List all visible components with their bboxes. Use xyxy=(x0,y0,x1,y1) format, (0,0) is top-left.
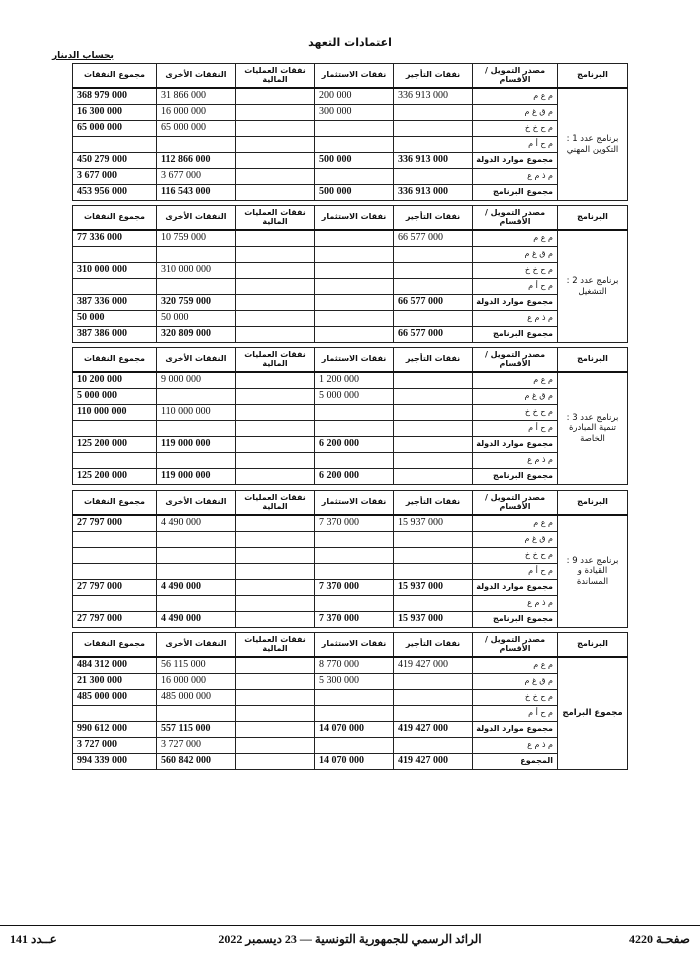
row-total-cell: 387 386 000 xyxy=(73,327,157,343)
funding-source: م ذ م ع xyxy=(473,311,558,327)
amount-cell xyxy=(394,372,473,389)
column-header: نفقات العمليات المالية xyxy=(236,491,315,516)
amount-cell xyxy=(157,532,236,548)
row-total-cell: 10 200 000 xyxy=(73,372,157,389)
column-header: النفقات الأخرى xyxy=(157,64,236,89)
program-table xyxy=(72,347,628,485)
column-header: نفقات الاستثمار xyxy=(315,206,394,231)
amount-cell xyxy=(394,532,473,548)
column-header: النفقات الأخرى xyxy=(157,348,236,373)
amount-cell: 66 577 000 xyxy=(394,327,473,343)
column-header: نفقات التأجير xyxy=(394,491,473,516)
funding-source: مجموع موارد الدولة xyxy=(473,437,558,453)
row-total-cell xyxy=(73,532,157,548)
column-header: نفقات العمليات المالية xyxy=(236,633,315,658)
funding-source: م ق غ م xyxy=(473,247,558,263)
amount-cell xyxy=(315,532,394,548)
amount-cell xyxy=(315,690,394,706)
table-row xyxy=(73,405,628,421)
amount-cell xyxy=(394,453,473,469)
row-total-cell xyxy=(73,548,157,564)
amount-cell: 14 070 000 xyxy=(315,754,394,770)
funding-source: مجموع موارد الدولة xyxy=(473,722,558,738)
amount-cell: 50 000 xyxy=(157,311,236,327)
table-row xyxy=(73,169,628,185)
amount-cell xyxy=(394,469,473,485)
amount-cell xyxy=(157,453,236,469)
table-row xyxy=(73,754,628,770)
funding-source: م ع م xyxy=(473,88,558,105)
amount-cell xyxy=(315,548,394,564)
amount-cell xyxy=(157,596,236,612)
table-row xyxy=(73,564,628,580)
amount-cell xyxy=(394,564,473,580)
amount-cell xyxy=(236,105,315,121)
funding-source: م ح أ م xyxy=(473,706,558,722)
amount-cell xyxy=(394,706,473,722)
amount-cell: 7 370 000 xyxy=(315,580,394,596)
funding-source: م ح أ م xyxy=(473,137,558,153)
table-row xyxy=(73,515,628,532)
row-total-cell: 484 312 000 xyxy=(73,657,157,674)
row-total-cell: 21 300 000 xyxy=(73,674,157,690)
funding-source: م ذ م ع xyxy=(473,169,558,185)
amount-cell: 3 727 000 xyxy=(157,738,236,754)
amount-cell xyxy=(394,279,473,295)
column-header: نفقات الاستثمار xyxy=(315,348,394,373)
program-table xyxy=(72,632,628,770)
program-table xyxy=(72,63,628,201)
amount-cell xyxy=(315,279,394,295)
table-row xyxy=(73,153,628,169)
funding-source: م ح خ خ xyxy=(473,548,558,564)
row-total-cell: 27 797 000 xyxy=(73,580,157,596)
column-header: نفقات التأجير xyxy=(394,348,473,373)
amount-cell: 56 115 000 xyxy=(157,657,236,674)
amount-cell xyxy=(315,453,394,469)
amount-cell: 1 200 000 xyxy=(315,372,394,389)
table-row xyxy=(73,230,628,247)
amount-cell xyxy=(236,690,315,706)
table-row xyxy=(73,137,628,153)
amount-cell xyxy=(157,247,236,263)
column-header: البرنامج xyxy=(558,633,628,658)
amount-cell xyxy=(394,596,473,612)
table-row xyxy=(73,247,628,263)
amount-cell xyxy=(236,738,315,754)
column-header: نفقات التأجير xyxy=(394,206,473,231)
column-header: مصدر التمويل / الأقسام xyxy=(473,348,558,373)
funding-source: مجموع البرنامج xyxy=(473,327,558,343)
amount-cell xyxy=(236,612,315,628)
amount-cell: 336 913 000 xyxy=(394,88,473,105)
amount-cell xyxy=(236,437,315,453)
funding-source: م ق غ م xyxy=(473,674,558,690)
amount-cell: 336 913 000 xyxy=(394,153,473,169)
table-row xyxy=(73,105,628,121)
amount-cell: 119 000 000 xyxy=(157,469,236,485)
funding-source: مجموع البرنامج xyxy=(473,185,558,201)
amount-cell xyxy=(394,121,473,137)
table-row xyxy=(73,185,628,201)
table-row xyxy=(73,596,628,612)
amount-cell: 4 490 000 xyxy=(157,580,236,596)
amount-cell xyxy=(394,105,473,121)
funding-source: م ع م xyxy=(473,230,558,247)
amount-cell xyxy=(236,453,315,469)
row-total-cell: 485 000 000 xyxy=(73,690,157,706)
amount-cell: 110 000 000 xyxy=(157,405,236,421)
program-table xyxy=(72,490,628,628)
amount-cell: 15 937 000 xyxy=(394,612,473,628)
row-total-cell: 27 797 000 xyxy=(73,515,157,532)
amount-cell: 5 000 000 xyxy=(315,389,394,405)
row-total-cell: 450 279 000 xyxy=(73,153,157,169)
amount-cell xyxy=(315,169,394,185)
amount-cell: 14 070 000 xyxy=(315,722,394,738)
amount-cell xyxy=(236,657,315,674)
column-header: البرنامج xyxy=(558,491,628,516)
funding-source: مجموع موارد الدولة xyxy=(473,580,558,596)
amount-cell: 65 000 000 xyxy=(157,121,236,137)
column-header: مصدر التمويل / الأقسام xyxy=(473,491,558,516)
amount-cell xyxy=(236,421,315,437)
amount-cell: 500 000 xyxy=(315,153,394,169)
column-header: مصدر التمويل / الأقسام xyxy=(473,206,558,231)
amount-cell xyxy=(157,421,236,437)
amount-cell xyxy=(236,247,315,263)
amount-cell: 485 000 000 xyxy=(157,690,236,706)
program-name: مجموع البرامج xyxy=(558,657,628,770)
column-header: نفقات التأجير xyxy=(394,64,473,89)
row-total-cell xyxy=(73,596,157,612)
amount-cell: 15 937 000 xyxy=(394,580,473,596)
amount-cell xyxy=(394,263,473,279)
amount-cell: 16 000 000 xyxy=(157,674,236,690)
row-total-cell xyxy=(73,137,157,153)
amount-cell xyxy=(236,596,315,612)
program-table xyxy=(72,205,628,343)
amount-cell: 4 490 000 xyxy=(157,612,236,628)
column-header: نفقات العمليات المالية xyxy=(236,206,315,231)
amount-cell xyxy=(315,596,394,612)
table-row xyxy=(73,674,628,690)
amount-cell: 557 115 000 xyxy=(157,722,236,738)
funding-source: مجموع موارد الدولة xyxy=(473,153,558,169)
amount-cell: 336 913 000 xyxy=(394,185,473,201)
row-total-cell xyxy=(73,453,157,469)
row-total-cell: 310 000 000 xyxy=(73,263,157,279)
row-total-cell: 453 956 000 xyxy=(73,185,157,201)
amount-cell: 7 370 000 xyxy=(315,515,394,532)
column-header: مصدر التمويل / الأقسام xyxy=(473,633,558,658)
funding-source: م ح خ خ xyxy=(473,405,558,421)
column-header: مجموع النفقات xyxy=(73,491,157,516)
row-total-cell: 387 336 000 xyxy=(73,295,157,311)
amount-cell xyxy=(394,437,473,453)
amount-cell xyxy=(236,295,315,311)
amount-cell xyxy=(315,137,394,153)
funding-source: مجموع البرنامج xyxy=(473,612,558,628)
amount-cell: 66 577 000 xyxy=(394,295,473,311)
table-row xyxy=(73,469,628,485)
amount-cell: 310 000 000 xyxy=(157,263,236,279)
amount-cell xyxy=(236,532,315,548)
row-total-cell: 368 979 000 xyxy=(73,88,157,105)
column-header: نفقات التأجير xyxy=(394,633,473,658)
amount-cell xyxy=(236,754,315,770)
row-total-cell xyxy=(73,421,157,437)
amount-cell xyxy=(236,311,315,327)
table-row xyxy=(73,421,628,437)
amount-cell xyxy=(394,169,473,185)
amount-cell xyxy=(315,263,394,279)
table-row xyxy=(73,548,628,564)
amount-cell: 3 677 000 xyxy=(157,169,236,185)
funding-source: م ح خ خ xyxy=(473,121,558,137)
amount-cell: 9 000 000 xyxy=(157,372,236,389)
row-total-cell xyxy=(73,279,157,295)
funding-source: م ع م xyxy=(473,372,558,389)
column-header: نفقات العمليات المالية xyxy=(236,348,315,373)
amount-cell xyxy=(236,515,315,532)
amount-cell xyxy=(236,263,315,279)
amount-cell: 16 000 000 xyxy=(157,105,236,121)
amount-cell xyxy=(157,548,236,564)
column-header: البرنامج xyxy=(558,348,628,373)
amount-cell: 31 866 000 xyxy=(157,88,236,105)
row-total-cell: 65 000 000 xyxy=(73,121,157,137)
amount-cell: 419 427 000 xyxy=(394,754,473,770)
page-title: اعتمادات التعهد xyxy=(308,36,392,49)
row-total-cell: 125 200 000 xyxy=(73,469,157,485)
amount-cell xyxy=(315,405,394,421)
amount-cell xyxy=(236,706,315,722)
amount-cell xyxy=(157,389,236,405)
row-total-cell xyxy=(73,706,157,722)
amount-cell xyxy=(236,674,315,690)
amount-cell xyxy=(236,279,315,295)
row-total-cell: 50 000 xyxy=(73,311,157,327)
column-header: النفقات الأخرى xyxy=(157,206,236,231)
amount-cell xyxy=(236,88,315,105)
amount-cell: 116 543 000 xyxy=(157,185,236,201)
amount-cell xyxy=(236,580,315,596)
table-row xyxy=(73,657,628,674)
amount-cell: 419 427 000 xyxy=(394,657,473,674)
amount-cell xyxy=(394,389,473,405)
amount-cell xyxy=(236,121,315,137)
amount-cell xyxy=(394,421,473,437)
amount-cell xyxy=(394,548,473,564)
column-header: النفقات الأخرى xyxy=(157,633,236,658)
amount-cell: 300 000 xyxy=(315,105,394,121)
row-total-cell: 125 200 000 xyxy=(73,437,157,453)
amount-cell: 119 000 000 xyxy=(157,437,236,453)
amount-cell: 200 000 xyxy=(315,88,394,105)
journal-title-date: الرائد الرسمي للجمهورية التونسية — 23 ديسمبر 2022 xyxy=(218,932,482,946)
table-row xyxy=(73,738,628,754)
amount-cell xyxy=(236,722,315,738)
column-header: نفقات الاستثمار xyxy=(315,491,394,516)
funding-source: المجموع xyxy=(473,754,558,770)
currency-unit-note: بحساب الدينار xyxy=(52,51,114,61)
amount-cell: 4 490 000 xyxy=(157,515,236,532)
row-total-cell: 16 300 000 xyxy=(73,105,157,121)
column-header: نفقات العمليات المالية xyxy=(236,64,315,89)
amount-cell xyxy=(315,121,394,137)
amount-cell: 8 770 000 xyxy=(315,657,394,674)
table-row xyxy=(73,327,628,343)
table-row xyxy=(73,612,628,628)
funding-source: م ع م xyxy=(473,657,558,674)
table-row xyxy=(73,437,628,453)
row-total-cell: 27 797 000 xyxy=(73,612,157,628)
amount-cell xyxy=(236,230,315,247)
row-total-cell: 994 339 000 xyxy=(73,754,157,770)
column-header: مجموع النفقات xyxy=(73,633,157,658)
table-row xyxy=(73,706,628,722)
funding-source: م ح خ خ xyxy=(473,263,558,279)
column-header: مصدر التمويل / الأقسام xyxy=(473,64,558,89)
program-name: برنامج عدد 9 : القيادة و المساندة xyxy=(558,515,628,628)
funding-source: م ح أ م xyxy=(473,279,558,295)
row-total-cell: 5 000 000 xyxy=(73,389,157,405)
amount-cell: 6 200 000 xyxy=(315,437,394,453)
funding-source: م ذ م ع xyxy=(473,453,558,469)
row-total-cell: 110 000 000 xyxy=(73,405,157,421)
table-row xyxy=(73,311,628,327)
program-name: برنامج عدد 3 : تنمية المبادرة الخاصة xyxy=(558,372,628,485)
amount-cell xyxy=(236,405,315,421)
amount-cell xyxy=(236,169,315,185)
row-total-cell: 3 677 000 xyxy=(73,169,157,185)
amount-cell: 10 759 000 xyxy=(157,230,236,247)
amount-cell: 7 370 000 xyxy=(315,612,394,628)
column-header: النفقات الأخرى xyxy=(157,491,236,516)
amount-cell xyxy=(315,421,394,437)
amount-cell xyxy=(315,311,394,327)
amount-cell xyxy=(394,738,473,754)
amount-cell xyxy=(236,548,315,564)
issue-number: عــدد 141 xyxy=(10,932,57,946)
row-total-cell: 77 336 000 xyxy=(73,230,157,247)
amount-cell xyxy=(236,389,315,405)
amount-cell: 66 577 000 xyxy=(394,230,473,247)
row-total-cell: 990 612 000 xyxy=(73,722,157,738)
amount-cell xyxy=(315,706,394,722)
amount-cell xyxy=(157,564,236,580)
row-total-cell xyxy=(73,247,157,263)
page-number: صفحـة 4220 xyxy=(629,932,690,946)
amount-cell xyxy=(157,279,236,295)
table-row xyxy=(73,690,628,706)
funding-source: م ذ م ع xyxy=(473,738,558,754)
amount-cell: 419 427 000 xyxy=(394,722,473,738)
column-header: مجموع النفقات xyxy=(73,206,157,231)
amount-cell xyxy=(157,137,236,153)
amount-cell xyxy=(236,137,315,153)
amount-cell xyxy=(315,564,394,580)
table-row xyxy=(73,295,628,311)
funding-source: م ح أ م xyxy=(473,421,558,437)
column-header: البرنامج xyxy=(558,206,628,231)
amount-cell xyxy=(236,372,315,389)
column-header: نفقات الاستثمار xyxy=(315,633,394,658)
table-row xyxy=(73,88,628,105)
table-row xyxy=(73,722,628,738)
table-row xyxy=(73,580,628,596)
amount-cell: 320 809 000 xyxy=(157,327,236,343)
amount-cell xyxy=(236,469,315,485)
page-footer xyxy=(0,925,700,950)
amount-cell xyxy=(315,738,394,754)
funding-source: مجموع البرنامج xyxy=(473,469,558,485)
amount-cell: 6 200 000 xyxy=(315,469,394,485)
amount-cell xyxy=(315,327,394,343)
amount-cell xyxy=(236,185,315,201)
funding-source: م ق غ م xyxy=(473,532,558,548)
amount-cell xyxy=(157,706,236,722)
funding-source: م ذ م ع xyxy=(473,596,558,612)
amount-cell: 112 866 000 xyxy=(157,153,236,169)
amount-cell xyxy=(394,674,473,690)
table-row xyxy=(73,121,628,137)
amount-cell xyxy=(315,247,394,263)
funding-source: م ق غ م xyxy=(473,389,558,405)
amount-cell xyxy=(315,230,394,247)
table-row xyxy=(73,263,628,279)
amount-cell xyxy=(315,295,394,311)
amount-cell xyxy=(394,137,473,153)
funding-source: م ع م xyxy=(473,515,558,532)
funding-source: مجموع موارد الدولة xyxy=(473,295,558,311)
row-total-cell xyxy=(73,564,157,580)
funding-source: م ق غ م xyxy=(473,105,558,121)
amount-cell xyxy=(236,564,315,580)
row-total-cell: 3 727 000 xyxy=(73,738,157,754)
column-header: مجموع النفقات xyxy=(73,64,157,89)
amount-cell xyxy=(236,327,315,343)
amount-cell xyxy=(394,690,473,706)
funding-source: م ح أ م xyxy=(473,564,558,580)
table-row xyxy=(73,532,628,548)
table-row xyxy=(73,279,628,295)
funding-source: م ح خ خ xyxy=(473,690,558,706)
amount-cell xyxy=(394,311,473,327)
amount-cell: 15 937 000 xyxy=(394,515,473,532)
amount-cell: 320 759 000 xyxy=(157,295,236,311)
column-header: نفقات الاستثمار xyxy=(315,64,394,89)
amount-cell xyxy=(394,247,473,263)
column-header: البرنامج xyxy=(558,64,628,89)
amount-cell xyxy=(236,153,315,169)
table-row xyxy=(73,389,628,405)
amount-cell: 5 300 000 xyxy=(315,674,394,690)
amount-cell xyxy=(394,405,473,421)
table-row xyxy=(73,372,628,389)
column-header: مجموع النفقات xyxy=(73,348,157,373)
program-name: برنامج عدد 1 : التكوين المهني xyxy=(558,88,628,201)
program-name: برنامج عدد 2 : التشغيل xyxy=(558,230,628,343)
amount-cell: 560 842 000 xyxy=(157,754,236,770)
amount-cell: 500 000 xyxy=(315,185,394,201)
table-row xyxy=(73,453,628,469)
